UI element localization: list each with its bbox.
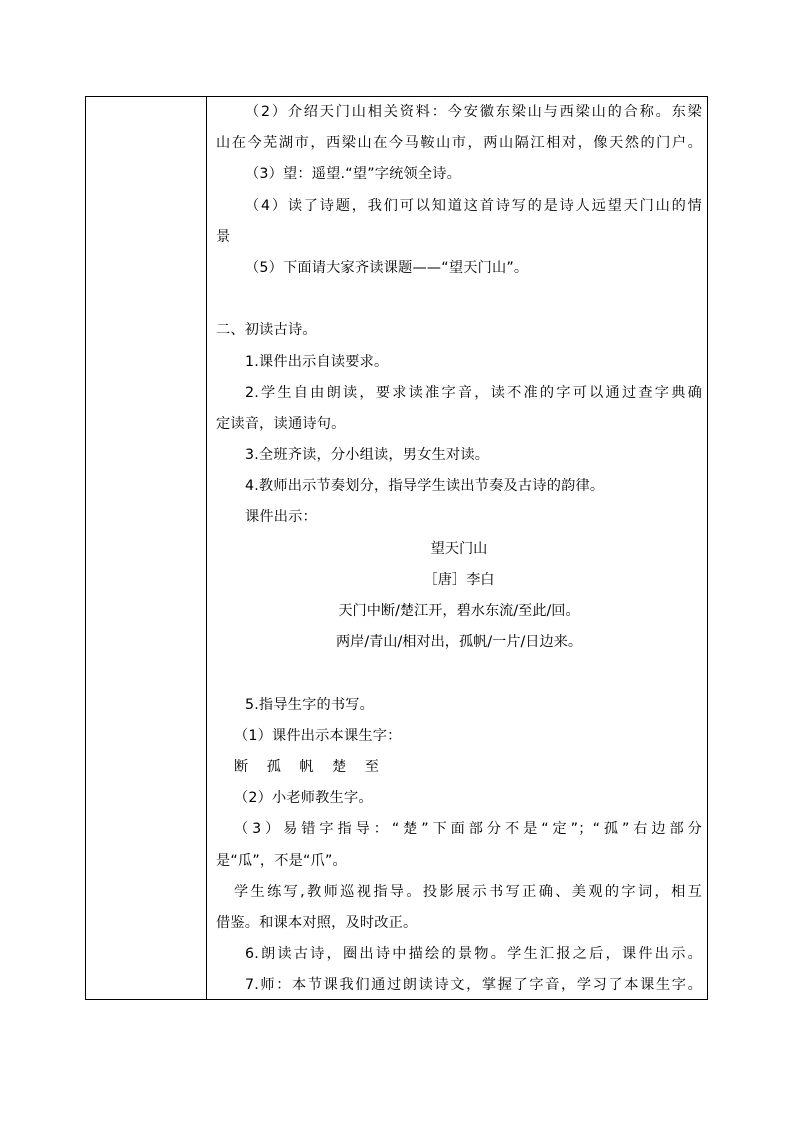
text-line: （3）望：遥望.“望”字统领全诗。 <box>245 166 462 183</box>
text-line: 1.课件出示自读要求。 <box>245 353 389 370</box>
text-line: 山在今芜湖市，西梁山在今马鞍山市，两山隔江相对，像天然的门户。 <box>216 135 702 152</box>
text-line: 5.指导生字的书写。 <box>245 696 375 713</box>
text-line: （3）易错字指导：“楚”下面部分不是“定”；“孤”右边部分 <box>234 821 702 838</box>
text-line: （2）小老师教生字。 <box>234 790 373 807</box>
text-line: （1）课件出示本课生字： <box>234 727 402 744</box>
blank-line <box>216 658 702 689</box>
lesson-table <box>85 96 708 1000</box>
text-line: （4）读了诗题，我们可以知道这首诗写的是诗人远望天门山的情 <box>245 197 702 214</box>
left-column-cell <box>86 97 207 999</box>
text-line: 学生练写,教师巡视指导。投影展示书写正确、美观的字词，相互 <box>234 883 702 900</box>
text-line: 定读音，读通诗句。 <box>216 415 346 432</box>
character-list: 断 孤 帆 楚 至 <box>234 758 386 775</box>
poem-line: 天门中断/楚江开，碧水东流/至此/回。 <box>338 603 580 619</box>
text-line: 景 <box>216 228 231 245</box>
text-line: （5）下面请大家齐读课题——“望天门山”。 <box>245 259 529 276</box>
text-line: 7.师：本节课我们通过朗读诗文，掌握了字音，学习了本课生字。 <box>245 977 702 994</box>
poem-line: 两岸/青山/相对出，孤帆/一片/日边来。 <box>335 634 583 651</box>
poem-author: ［唐］李白 <box>423 571 495 588</box>
text-line: 课件出示： <box>245 509 317 526</box>
section-heading: 二、初读古诗。 <box>216 322 317 339</box>
text-line: 3.全班齐读，分小组读，男女生对读。 <box>245 447 490 464</box>
content-cell <box>207 97 707 999</box>
text-line: （2）介绍天门山相关资料：今安徽东梁山与西梁山的合称。东梁 <box>245 104 702 120</box>
text-line: 6.朗读古诗，圈出诗中描绘的景物。学生汇报之后，课件出示。 <box>245 946 702 963</box>
text-line: 借鉴。和课本对照，及时改正。 <box>216 914 418 931</box>
text-line: 2.学生自由朗读，要求读准字音，读不准的字可以通过查字典确 <box>245 384 702 401</box>
text-line: 4.教师出示节奏划分，指导学生读出节奏及古诗的韵律。 <box>245 478 605 495</box>
text-line: 是“瓜”，不是“爪”。 <box>216 852 347 869</box>
poem-title: 望天门山 <box>430 540 488 557</box>
blank-line <box>216 284 702 315</box>
